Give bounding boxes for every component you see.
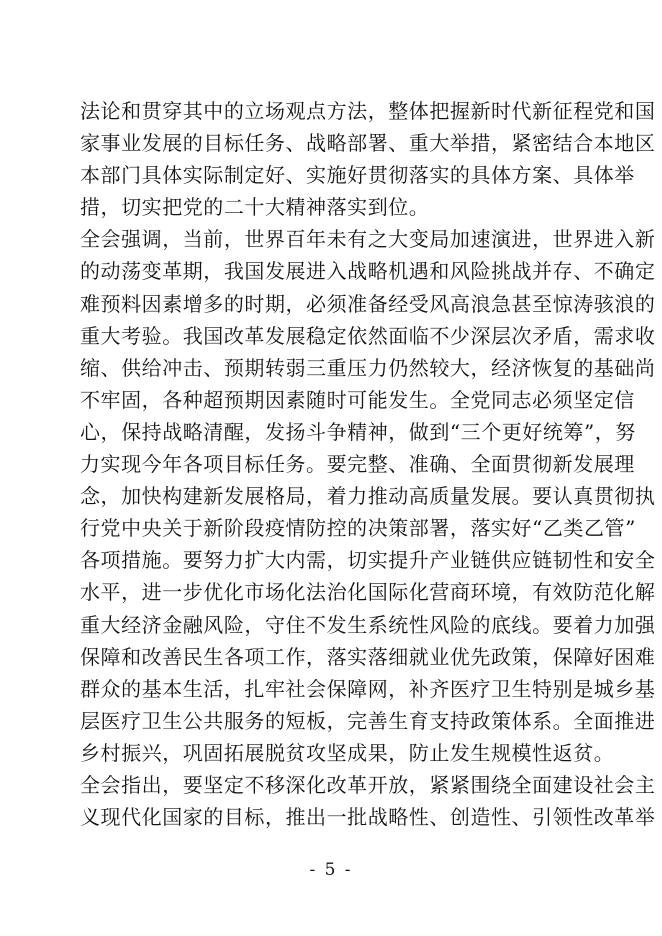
text-line: 各项措施。要努力扩大内需，切实提升产业链供应链韧性和安全 bbox=[80, 548, 656, 573]
text-line: 水平，进一步优化市场化法治化国际化营商环境，有效防范化解 bbox=[80, 580, 656, 605]
body-text bbox=[80, 95, 656, 833]
text-line: 难预料因素增多的时期，必须准备经受风高浪急甚至惊涛骇浪的 bbox=[80, 291, 656, 316]
text-line: 的动荡变革期，我国发展进入战略机遇和风险挑战并存、不确定 bbox=[80, 259, 656, 284]
text-line: 措，切实把党的二十大精神落实到位。 bbox=[80, 195, 430, 220]
text-line: 乡村振兴，巩固拓展脱贫攻坚成果，防止发生规模性返贫。 bbox=[80, 740, 615, 765]
text-line: 全会强调，当前，世界百年未有之大变局加速演进，世界进入新 bbox=[80, 227, 656, 252]
text-line: 全会指出，要坚定不移深化改革开放，紧紧围绕全面建设社会主 bbox=[80, 772, 656, 797]
text-line: 重大考验。我国改革发展稳定依然面临不少深层次矛盾，需求收 bbox=[80, 323, 656, 348]
text-line: 念，加快构建新发展格局，着力推动高质量发展。要认真贯彻执 bbox=[80, 484, 656, 509]
text-line: 行党中央关于新阶段疫情防控的决策部署，落实好“乙类乙管” bbox=[80, 516, 636, 541]
text-line: 重大经济金融风险，守住不发生系统性风险的底线。要着力加强 bbox=[80, 612, 656, 637]
text-line: 保障和改善民生各项工作，落实落细就业优先政策，保障好困难 bbox=[80, 644, 656, 669]
text-line: 心，保持战略清醒，发扬斗争精神，做到“三个更好统筹”，努 bbox=[80, 419, 636, 444]
text-line: 家事业发展的目标任务、战略部署、重大举措，紧密结合本地区 bbox=[80, 131, 656, 156]
text-line: 力实现今年各项目标任务。要完整、准确、全面贯彻新发展理 bbox=[80, 452, 635, 477]
text-line: 不牢固，各种超预期因素随时可能发生。全党同志必须坚定信 bbox=[80, 387, 635, 412]
text-line: 缩、供给冲击、预期转弱三重压力仍然较大，经济恢复的基础尚 bbox=[80, 355, 656, 380]
text-line: 本部门具体实际制定好、实施好贯彻落实的具体方案、具体举 bbox=[80, 163, 635, 188]
text-line: 法论和贯穿其中的立场观点方法，整体把握新时代新征程党和国 bbox=[80, 99, 656, 123]
text-line: 群众的基本生活，扎牢社会保障网，补齐医疗卫生特别是城乡基 bbox=[80, 676, 656, 701]
page-number: - 5 - bbox=[309, 860, 353, 880]
text-line: 层医疗卫生公共服务的短板，完善生育支持政策体系。全面推进 bbox=[80, 708, 656, 733]
text-line: 义现代化国家的目标，推出一批战略性、创造性、引领性改革举 bbox=[80, 805, 656, 830]
